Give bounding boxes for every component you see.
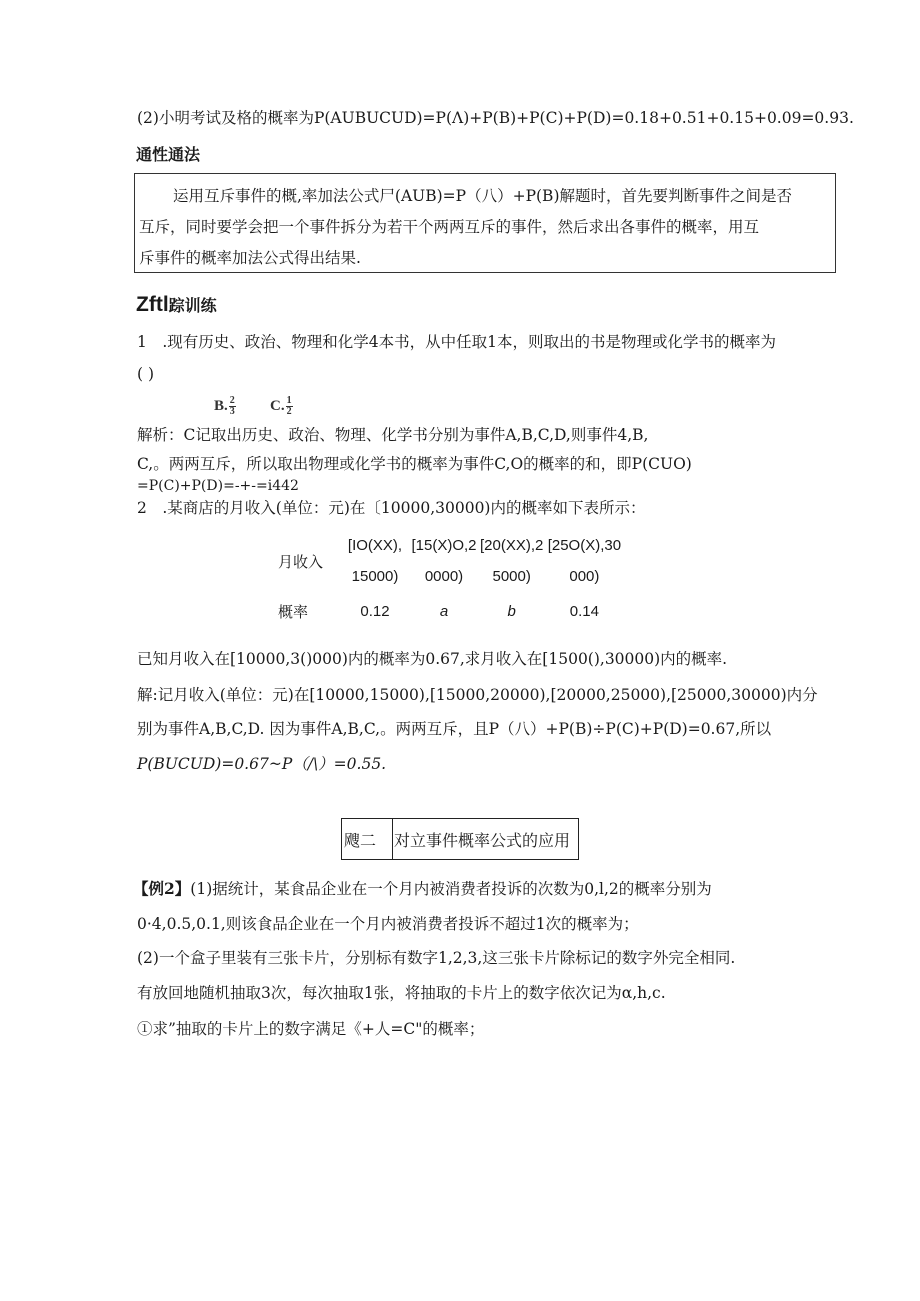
q1-line-1: 1 .现有历史、政治、物理和化学4本书，从中任取1本，则取出的书是物理或化学书的概率为 xyxy=(137,333,777,351)
example2-line-3: (2)一个盒子里装有三张卡片，分别标有数字1,2,3,这三张卡片除标记的数字外完全相同. xyxy=(137,949,736,967)
q2-solution-line-1: 解:记月收入(单位：元)在[10000,15000),[15000,20000),[20000,25000),[25000,30000)内分 xyxy=(137,686,818,704)
method-heading: 通性通法 xyxy=(136,147,201,164)
table-cell: 15000) xyxy=(351,567,399,585)
table-cell: b xyxy=(507,602,516,620)
example2-line-4: 有放回地随机抽取3次，每次抽取1张，将抽取的卡片上的数字依次记为α,h,c. xyxy=(137,984,666,1002)
table-row-label-income: 月收入 xyxy=(278,552,324,571)
example2-line-1 xyxy=(133,878,712,900)
q1-choice-b xyxy=(214,396,236,417)
table-cell: 000) xyxy=(569,567,600,585)
method-line-2: 互斥，同时要学会把一个事件拆分为若干个两两互斥的事件，然后求出各事件的概率，用互 xyxy=(139,218,760,236)
q1-line-2: ( ) xyxy=(137,365,155,383)
example2-line-2: 0·4,0.5,0.1,则该食品企业在一个月内被消费者投诉不超过1次的概率为； xyxy=(137,915,639,933)
table-cell: [15(X)O,2 xyxy=(411,536,477,554)
table-row-label-prob: 概率 xyxy=(278,602,309,621)
table-cell: 0.12 xyxy=(360,602,390,620)
table-cell: [25O(X),30 xyxy=(547,536,622,554)
choice-c-denominator: 2 xyxy=(286,406,292,417)
table-cell: 0.14 xyxy=(569,602,599,620)
example2-line-5: ①求”抽取的卡片上的数字满足《+人=C"的概率； xyxy=(137,1020,485,1038)
choice-b-numerator: 2 xyxy=(229,395,235,406)
income-probability-table xyxy=(278,530,625,630)
choice-b-label: B. xyxy=(214,397,228,414)
q2-line-1: 2 .某商店的月收入(单位：元)在〔10000,30000)内的概率如下表所示： xyxy=(137,499,646,517)
example2-line-1-text: (1)据统计，某食品企业在一个月内被消费者投诉的次数为0,l,2的概率分别为 xyxy=(190,880,712,898)
table-cell: [IO(XX), xyxy=(347,536,403,554)
table-cell: 0000) xyxy=(424,567,464,585)
practice-heading xyxy=(136,293,217,317)
section-divider xyxy=(392,819,393,859)
q1-solution-line-1: 解析：C记取出历史、政治、物理、化学书分别为事件A,B,C,D,则事件4,B, xyxy=(137,426,649,444)
choice-c-numerator: 1 xyxy=(286,395,292,406)
choice-c-label: C. xyxy=(270,397,285,414)
section-number: 飕二 xyxy=(344,833,377,850)
q1-solution-line-2: C,。两两互斥，所以取出物理或化学书的概率为事件C,O的概率的和，即P(CUO) xyxy=(137,455,692,473)
practice-heading-suffix: 踪训练 xyxy=(168,298,217,315)
choice-b-denominator: 3 xyxy=(229,406,235,417)
method-line-1: 运用互斥事件的概,率加法公式尸(AUB)=P（八）+P(B)解题时，首先要判断事件之间是否 xyxy=(173,187,792,205)
section-heading-box xyxy=(341,818,579,860)
table-cell: a xyxy=(439,602,449,620)
q2-solution-line-3: P(BUCUD)=0.67~P（/\）=0.55. xyxy=(137,755,387,773)
q2-known: 已知月收入在[10000,3()000)内的概率为0.67,求月收入在[1500(),30000)内的概率. xyxy=(137,650,728,668)
table-cell: [20(XX),2 xyxy=(480,536,544,554)
q1-choice-c xyxy=(270,396,293,417)
practice-heading-prefix: Zftl xyxy=(136,293,169,316)
table-cell: 5000) xyxy=(492,567,531,585)
example2-tag: 【例2】 xyxy=(133,879,191,898)
q1-solution-line-3: =P(C)+P(D)=-+-=i442 xyxy=(137,478,299,494)
q2-solution-line-2: 别为事件A,B,C,D. 因为事件A,B,C,。两两互斥，且P（八）+P(B)÷P(C)+P(D)=0.67,所以 xyxy=(137,720,772,738)
solution-line-p2: (2)小明考试及格的概率为P(AUBUCUD)=P(Λ)+P(B)+P(C)+P(D)=0.18+0.51+0.15+0.09=0.93. xyxy=(137,109,854,127)
section-title: 对立事件概率公式的应用 xyxy=(394,833,571,850)
method-line-3: 斥事件的概率加法公式得出结果. xyxy=(139,249,361,267)
choice-b-fraction xyxy=(229,396,236,417)
method-box xyxy=(134,173,836,273)
choice-c-fraction xyxy=(286,396,293,417)
